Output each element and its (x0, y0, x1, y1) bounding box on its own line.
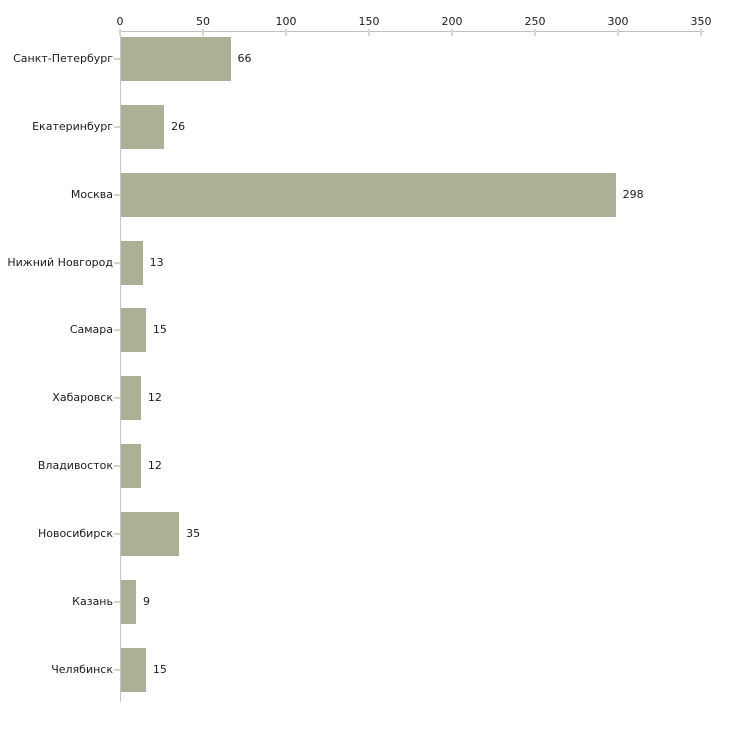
x-tick-label: 200 (441, 15, 463, 28)
bar (121, 173, 616, 217)
y-tick-mark (114, 669, 120, 671)
value-label: 13 (149, 255, 164, 269)
bar (121, 580, 136, 624)
category-label: Хабаровск (52, 391, 113, 405)
y-tick-mark (114, 601, 120, 603)
bar (121, 512, 179, 556)
bar (121, 37, 231, 81)
x-tick-label: 300 (607, 15, 629, 28)
y-tick-mark (114, 329, 120, 331)
x-tick-label: 250 (524, 15, 546, 28)
category-label: Нижний Новгород (7, 255, 113, 269)
bar (121, 308, 146, 352)
value-label: 26 (171, 119, 186, 133)
bar (121, 648, 146, 692)
category-label: Москва (70, 187, 113, 201)
x-tick-label: 150 (358, 15, 380, 28)
x-tick-mark (451, 29, 453, 36)
value-label: 15 (152, 662, 167, 676)
x-tick-label: 350 (690, 15, 712, 28)
x-tick-mark (202, 29, 204, 36)
bar (121, 105, 164, 149)
bar (121, 241, 143, 285)
category-label: Владивосток (37, 459, 113, 473)
x-tick-mark (700, 29, 702, 36)
y-tick-mark (114, 533, 120, 535)
x-tick-mark (285, 29, 287, 36)
category-label: Санкт-Петербург (13, 52, 113, 65)
y-tick-mark (114, 194, 120, 196)
x-tick-mark (119, 29, 121, 36)
bar (121, 444, 141, 488)
x-tick-mark (617, 29, 619, 36)
y-tick-mark (114, 465, 120, 467)
category-label: Екатеринбург (32, 119, 113, 133)
value-label: 12 (147, 391, 162, 405)
value-label: 9 (142, 594, 150, 608)
y-tick-mark (114, 397, 120, 399)
x-tick-mark (534, 29, 536, 36)
x-tick-mark (368, 29, 370, 36)
bar (121, 376, 141, 420)
value-label: 35 (186, 526, 201, 540)
category-label: Челябинск (51, 662, 113, 676)
x-tick-label: 0 (116, 15, 124, 28)
value-label: 15 (152, 323, 167, 337)
value-label: 12 (147, 459, 162, 473)
x-tick-label: 100 (275, 15, 297, 28)
category-label: Самара (69, 323, 113, 337)
y-tick-mark (114, 126, 120, 128)
category-label: Казань (72, 594, 113, 608)
category-label: Новосибирск (37, 526, 113, 540)
y-tick-mark (114, 262, 120, 264)
x-tick-label: 50 (196, 15, 210, 28)
value-label: 298 (622, 187, 644, 201)
y-tick-mark (114, 58, 120, 60)
value-label: 66 (237, 52, 252, 65)
